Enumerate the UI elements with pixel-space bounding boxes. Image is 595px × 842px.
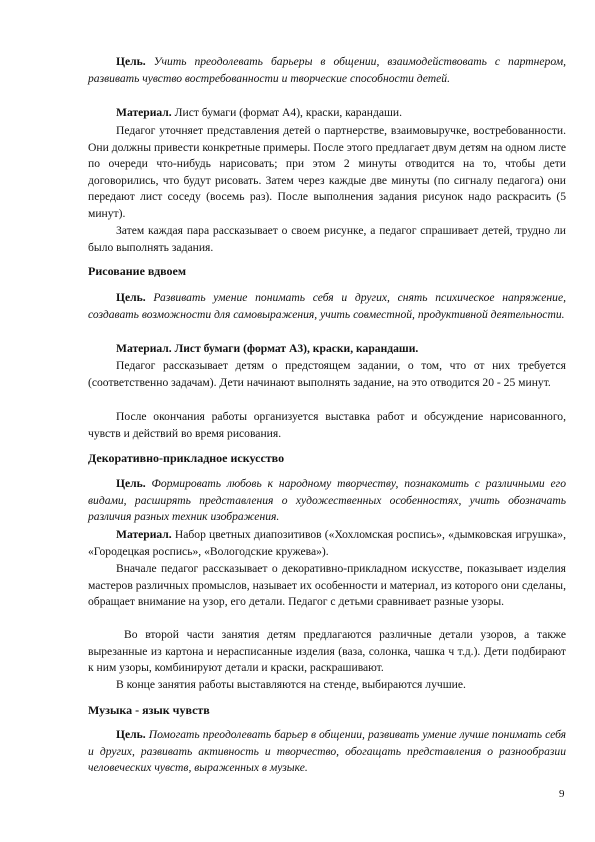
body-paragraph: Во второй части занятия детям предлагаются различные детали узоров, а также вырезанные из картона и нерасписанные изделия (ваза, солонка, чашка ч т.д.). Дети подбирают к ним узоры, комбинируют детали и краски, раскрашивают. xyxy=(88,628,566,675)
section-heading: Декоративно-прикладное искусство xyxy=(88,451,285,465)
material-paragraph xyxy=(88,105,566,122)
goal-paragraph xyxy=(88,54,566,87)
material-paragraph xyxy=(88,527,566,560)
material-text: Лист бумаги (формат А4), краски, карандаши. xyxy=(174,106,403,119)
goal-label: Цель. xyxy=(116,291,146,304)
body-paragraph: Педагог уточняет представления детей о партнерстве, взаимовыручке, востребованности. Они должны привести конкретные примеры. После этого предлагает двум детям на одном листе по очереди что-нибудь нарисовать; при этом 2 минуты отводится на то, чтобы дети договорились, что будут рисовать. Затем через каждые две минуты (по сигналу педагога) они передают лист соседу (восемь раз). После выполнения задания рисунок надо раскрасить (5 минут). xyxy=(88,124,566,220)
body-paragraph: В конце занятия работы выставляются на стенде, выбираются лучшие. xyxy=(116,678,466,691)
section-heading: Музыка - язык чувств xyxy=(88,703,210,717)
section-heading: Рисование вдвоем xyxy=(88,264,187,278)
body-paragraph: Затем каждая пара рассказывает о своем рисунке, а педагог спрашивает детей, трудно ли было выполнять задания. xyxy=(88,224,566,254)
page-number: 9 xyxy=(559,788,565,800)
goal-paragraph xyxy=(88,727,566,777)
goal-label: Цель. xyxy=(116,477,146,490)
goal-paragraph xyxy=(88,290,566,323)
material-label: Материал. xyxy=(116,106,172,119)
goal-label: Цель. xyxy=(116,55,146,68)
goal-text: Формировать любовь к народному творчеству, познакомить с различными его видами, расширять представления о художественных особенностях, учить обозначать различия разных техник изображения. xyxy=(88,477,566,524)
goal-text: Помогать преодолевать барьер в общении, развивать умение лучше понимать себя и других, развивать активность и творчество, обогащать представления о разнообразии человеческих чувств, выраженных в музыке. xyxy=(88,728,567,775)
goal-text: Развивать умение понимать себя и других, снять психическое напряжение, создавать возможности для самовыражения, учить совместной, продуктивной деятельности. xyxy=(88,291,566,321)
material-paragraph xyxy=(88,341,566,358)
goal-text: Учить преодолевать барьеры в общении, взаимодействовать с партнером, развивать чувство востребованности и творческие способности детей. xyxy=(88,55,566,85)
material-text: Материал. Лист бумаги (формат А3), краски, карандаши. xyxy=(116,342,419,355)
body-paragraph: Педагог рассказывает детям о предстоящем задании, о том, что от них требуется (соответственно задачам). Дети начинают выполнять задание, на это отводится 20 - 25 минут. xyxy=(88,359,566,389)
material-text: Набор цветных диапозитивов («Хохломская роспись», «дымковская игрушка», «Городецкая роспись», «Вологодские кружева»). xyxy=(88,528,567,558)
goal-paragraph xyxy=(88,476,566,526)
material-label: Материал. xyxy=(116,528,172,541)
goal-label: Цель. xyxy=(116,728,146,741)
body-paragraph: После окончания работы организуется выставка работ и обсуждение нарисованного, чувств и действий во время рисования. xyxy=(88,410,566,440)
body-paragraph: Вначале педагог рассказывает о декоративно-прикладном искусстве, показывает изделия мастеров различных промыслов, называет их особенности и материал, из которого они сделаны, обращает внимание на узор, его детали. Педагог с детьми сравнивает разные узоры. xyxy=(88,562,566,609)
